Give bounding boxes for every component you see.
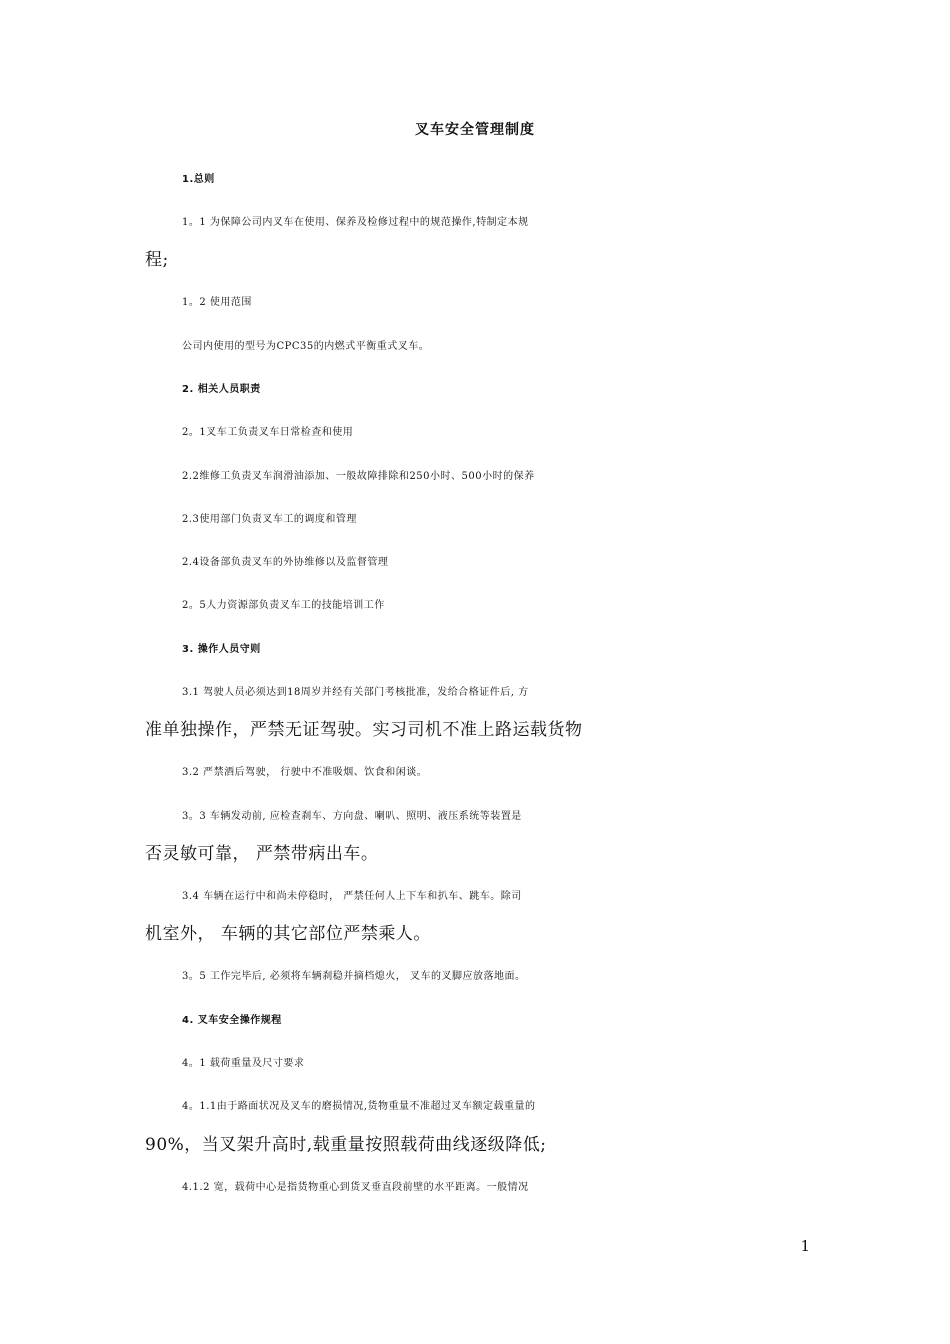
paragraph-line: 2.3使用部门负责叉车工的调度和管理 bbox=[182, 514, 357, 525]
paragraph-line: 90%，当叉架升高时,载重量按照载荷曲线逐级降低; bbox=[145, 1135, 547, 1155]
paragraph-line: 程; bbox=[145, 250, 169, 270]
paragraph-line: 2。1叉车工负责叉车日常检查和使用 bbox=[182, 427, 354, 438]
section-heading-2: 2. 相关人员职责 bbox=[182, 384, 261, 395]
paragraph-line: 4。1.1由于路面状况及叉车的磨损情况,货物重量不准超过叉车额定载重量的 bbox=[182, 1101, 536, 1112]
paragraph-line: 否灵敏可靠， 严禁带病出车。 bbox=[145, 844, 379, 864]
paragraph-line: 3.4 车辆在运行中和尚未停稳时， 严禁任何人上下车和扒车、跳车。除司 bbox=[182, 891, 522, 902]
document-title: 叉车安全管理制度 bbox=[415, 122, 535, 138]
paragraph-line: 3。5 工作完毕后, 必须将车辆刹稳并摘档熄火， 叉车的叉脚应放落地面。 bbox=[182, 971, 526, 982]
paragraph-line: 机室外， 车辆的其它部位严禁乘人。 bbox=[145, 924, 431, 944]
paragraph-line: 2.2维修工负责叉车润滑油添加、一般故障排除和250小时、500小时的保养 bbox=[182, 471, 535, 482]
page-number: 1 bbox=[800, 1237, 810, 1255]
paragraph-line: 1。1 为保障公司内叉车在使用、保养及检修过程中的规范操作,特制定本规 bbox=[182, 217, 529, 228]
section-heading-4: 4. 叉车安全操作规程 bbox=[182, 1015, 282, 1026]
paragraph-line: 3.1 驾驶人员必须达到18周岁并经有关部门考核批准，发给合格证件后, 方 bbox=[182, 687, 529, 698]
paragraph-line: 1。2 使用范围 bbox=[182, 297, 252, 308]
paragraph-line: 2。5人力资源部负责叉车工的技能培训工作 bbox=[182, 600, 385, 611]
paragraph-line: 3。3 车辆发动前, 应检查刹车、方向盘、喇叭、照明、液压系统等装置是 bbox=[182, 811, 522, 822]
paragraph-line: 4.1.2 宽，载荷中心是指货物重心到货叉垂直段前壁的水平距离。一般情况 bbox=[182, 1182, 529, 1193]
section-heading-1: 1.总则 bbox=[182, 174, 215, 185]
paragraph-line: 公司内使用的型号为CPC35的内燃式平衡重式叉车。 bbox=[182, 341, 430, 352]
section-heading-3: 3. 操作人员守则 bbox=[182, 644, 261, 655]
paragraph-line: 准单独操作，严禁无证驾驶。实习司机不准上路运载货物 bbox=[145, 720, 583, 740]
paragraph-line: 4。1 载荷重量及尺寸要求 bbox=[182, 1058, 305, 1069]
paragraph-line: 2.4设备部负责叉车的外协维修以及监督管理 bbox=[182, 557, 389, 568]
paragraph-line: 3.2 严禁酒后驾驶， 行驶中不准吸烟、饮食和闲谈。 bbox=[182, 767, 428, 778]
